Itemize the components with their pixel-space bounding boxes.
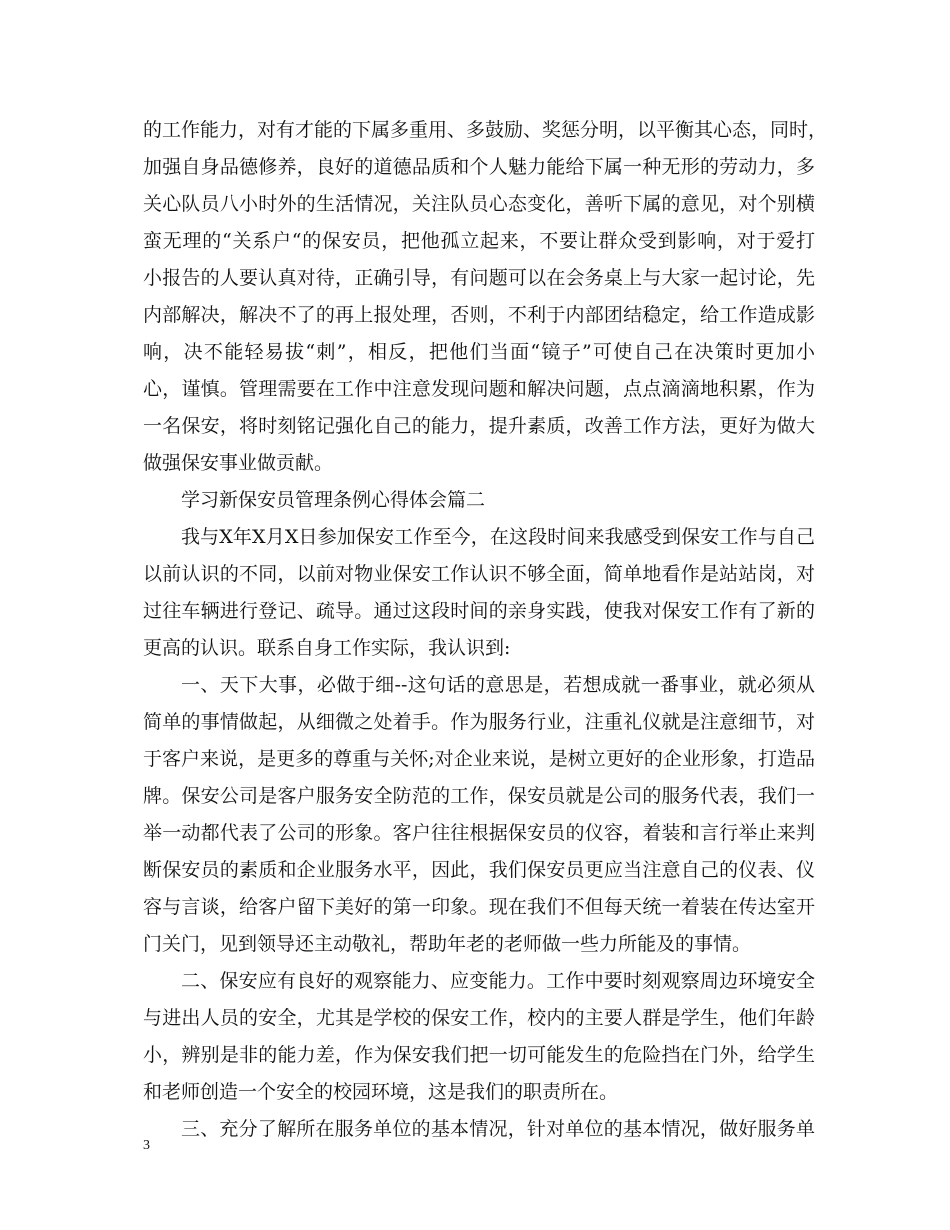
text-line: 关心队员八小时外的生活情况，关注队员心态变化，善听下属的意见，对个别横 [143, 193, 815, 215]
text-line: 小，辨别是非的能力差，作为保安我们把一切可能发生的危险挡在门外，给学生 [143, 1044, 815, 1066]
text-line: 于客户来说，是更多的尊重与关怀;对企业来说，是树立更好的企业形象，打造品 [143, 748, 815, 770]
text-line: 以前认识的不同，以前对物业保安工作认识不够全面，简单地看作是站站岗，对 [143, 563, 815, 585]
text-line: 与进出人员的安全，尤其是学校的保安工作，校内的主要人群是学生，他们年龄 [143, 1007, 815, 1029]
text-line: 加强自身品德修养，良好的道德品质和个人魅力能给下属一种无形的劳动力，多 [143, 156, 815, 178]
text-line: 一、天下大事，必做于细--这句话的意思是，若想成就一番事业，就必须从 [181, 674, 815, 696]
text-line: 的工作能力，对有才能的下属多重用、多鼓励、奖惩分明，以平衡其心态，同时， [143, 119, 828, 141]
text-line: 二、保安应有良好的观察能力、应变能力。工作中要时刻观察周边环境安全 [181, 970, 815, 992]
text-line: 蛮无理的“关系户“的保安员，把他孤立起来，不要让群众受到影响，对于爱打 [143, 230, 815, 252]
text-line: 牌。保安公司是客户服务安全防范的工作，保安员就是公司的服务代表，我们一 [143, 785, 815, 807]
text-line: 心，谨慎。管理需要在工作中注意发现问题和解决问题，点点滴滴地积累，作为 [143, 378, 815, 400]
text-line: 三、充分了解所在服务单位的基本情况，针对单位的基本情况，做好服务单 [181, 1118, 815, 1140]
text-line: 学习新保安员管理条例心得体会篇二 [181, 489, 486, 511]
text-line: 断保安员的素质和企业服务水平，因此，我们保安员更应当注意自己的仪表、仪 [143, 859, 815, 881]
text-line: 内部解决，解决不了的再上报处理，否则，不利于内部团结稳定，给工作造成影 [143, 304, 815, 326]
text-line: 举一动都代表了公司的形象。客户往往根据保安员的仪容，着装和言行举止来判 [143, 822, 815, 844]
text-line: 响，决不能轻易拔“刺”，相反，把他们当面“镜子”可使自己在决策时更加小 [143, 341, 815, 363]
text-line: 更高的认识。联系自身工作实际，我认识到: [143, 637, 511, 659]
text-line: 简单的事情做起，从细微之处着手。作为服务行业，注重礼仪就是注意细节，对 [143, 711, 815, 733]
text-line: 做强保安事业做贡献。 [143, 452, 334, 474]
text-line: 过往车辆进行登记、疏导。通过这段时间的亲身实践，使我对保安工作有了新的 [143, 600, 815, 622]
text-line: 和老师创造一个安全的校园环境，这是我们的职责所在。 [143, 1081, 619, 1103]
text-line: 一名保安，将时刻铭记强化自己的能力，提升素质，改善工作方法，更好为做大 [143, 415, 815, 437]
page-number: 3 [143, 1138, 150, 1153]
text-line: 门关门，见到领导还主动敬礼，帮助年老的老师做一些力所能及的事情。 [143, 933, 752, 955]
text-line: 容与言谈，给客户留下美好的第一印象。现在我们不但每天统一着装在传达室开 [143, 896, 815, 918]
text-line: 小报告的人要认真对待，正确引导，有问题可以在会务桌上与大家一起讨论，先 [143, 267, 815, 289]
body-text [143, 112, 828, 1148]
text-line: 我与X年X月X日参加保安工作至今，在这段时间来我感受到保安工作与自己 [181, 526, 815, 548]
